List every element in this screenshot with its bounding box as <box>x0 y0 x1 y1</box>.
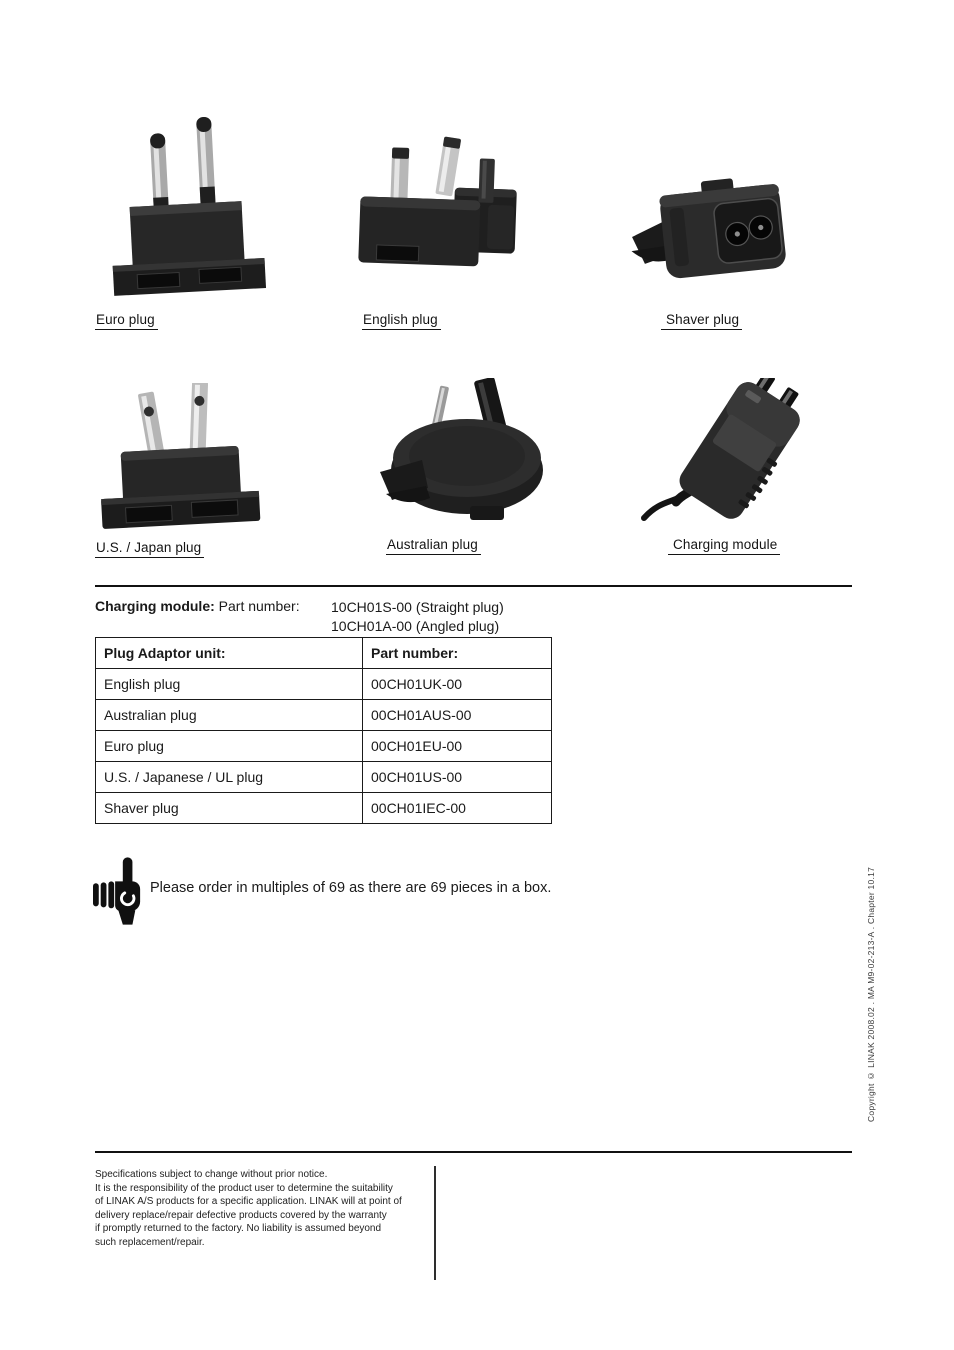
footer-line: delivery replace/repair defective products covered by the warranty <box>95 1209 387 1221</box>
australian-plug-illustration <box>372 378 547 530</box>
australian-plug-photo <box>372 378 547 530</box>
charging-module-part-numbers <box>331 598 504 635</box>
table-row <box>96 700 552 731</box>
english-plug-illustration <box>350 133 525 295</box>
part-number-angled: 10CH01A-00 (Angled plug) <box>331 617 500 634</box>
copyright-vertical-text: Copyright © LINAK 2008.02 . MA M9-02-213-A . Chapter 10.17 <box>866 866 876 1122</box>
unit-cell: Australian plug <box>96 700 363 731</box>
section-divider-rule <box>95 585 852 587</box>
part-cell: 00CH01AUS-00 <box>363 700 552 731</box>
footer-disclaimer <box>95 1168 435 1250</box>
order-note-text: Please order in multiples of 69 as there are 69 pieces in a box. <box>150 880 552 896</box>
part-cell: 00CH01US-00 <box>363 762 552 793</box>
unit-cell: English plug <box>96 669 363 700</box>
footer-line: It is the responsibility of the product user to determine the suitability <box>95 1182 393 1194</box>
euro-plug-label: Euro plug <box>95 312 158 330</box>
shaver-plug-illustration <box>628 170 808 296</box>
charging-module-heading <box>95 598 300 614</box>
charging-module-illustration <box>628 378 823 530</box>
english-plug-label: English plug <box>362 312 441 330</box>
charging-module-photo <box>628 378 823 530</box>
unit-cell: Euro plug <box>96 731 363 762</box>
euro-plug-photo <box>105 112 270 302</box>
footer-line: Specifications subject to change without prior notice. <box>95 1169 328 1180</box>
unit-cell: Shaver plug <box>96 793 363 824</box>
plug-adaptor-table <box>95 637 552 824</box>
shaver-plug-photo <box>628 170 808 296</box>
us-japan-plug-label: U.S. / Japan plug <box>95 540 204 558</box>
charging-module-label: Charging module <box>668 537 780 555</box>
unit-cell: U.S. / Japanese / UL plug <box>96 762 363 793</box>
footer-line: of LINAK A/S products for a specific application. LINAK will at point of <box>95 1196 402 1208</box>
part-cell: 00CH01IEC-00 <box>363 793 552 824</box>
column-header-unit: Plug Adaptor unit: <box>96 638 363 669</box>
footer-vertical-divider <box>434 1166 436 1280</box>
table-row <box>96 731 552 762</box>
shaver-plug-label: Shaver plug <box>661 312 742 330</box>
table-row <box>96 669 552 700</box>
table-row <box>96 793 552 824</box>
part-number-straight: 10CH01S-00 (Straight plug) <box>331 599 504 615</box>
footer-divider-rule <box>95 1151 852 1153</box>
euro-plug-illustration <box>105 112 270 302</box>
us-japan-plug-photo <box>93 383 263 533</box>
part-number-label: Part number: <box>218 598 300 614</box>
footer-line: such replacement/repair. <box>95 1236 205 1248</box>
charging-module-title: Charging module: <box>95 598 215 614</box>
table-header-row <box>96 638 552 669</box>
column-header-part: Part number: <box>363 638 552 669</box>
english-plug-photo <box>350 133 525 295</box>
part-cell: 00CH01UK-00 <box>363 669 552 700</box>
table-row <box>96 762 552 793</box>
footer-line: if promptly returned to the factory. No liability is assumed beyond <box>95 1223 382 1235</box>
us-japan-plug-illustration <box>93 383 263 533</box>
pointing-hand-icon <box>93 856 143 926</box>
part-cell: 00CH01EU-00 <box>363 731 552 762</box>
australian-plug-label: Australian plug <box>386 537 481 555</box>
